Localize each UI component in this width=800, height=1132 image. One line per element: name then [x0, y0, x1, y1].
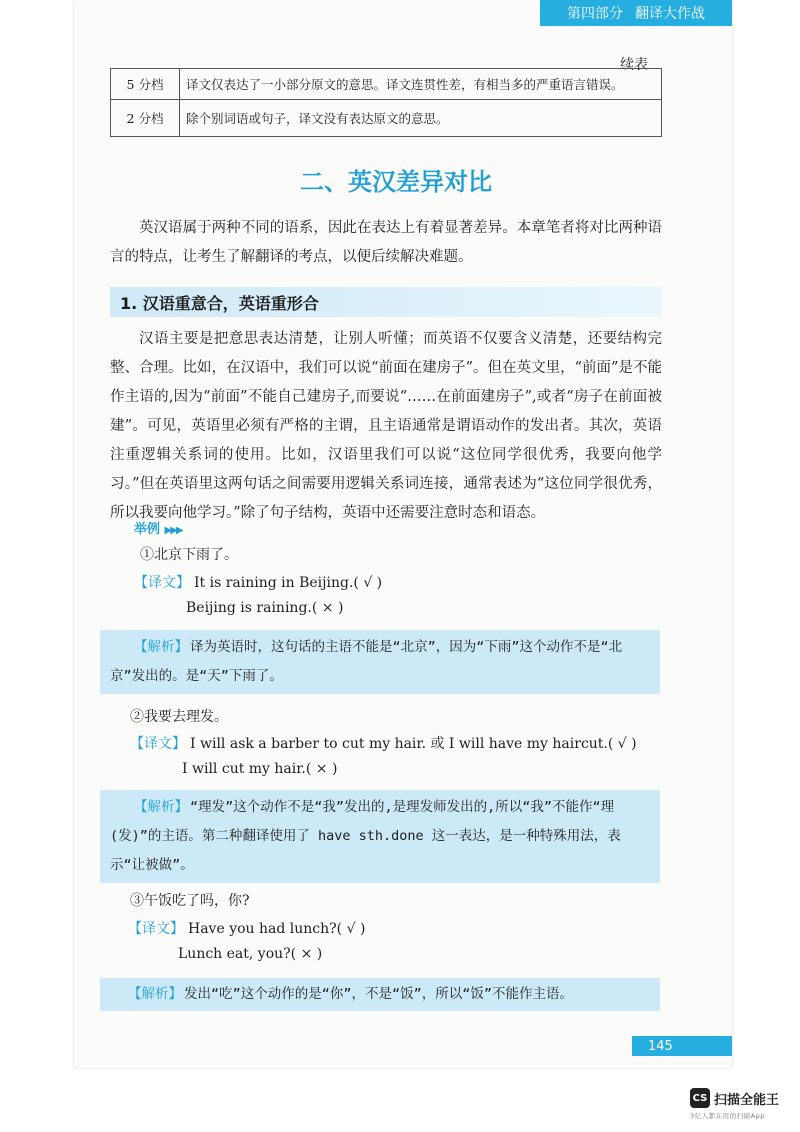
example-1-right	[134, 572, 382, 592]
example-2-source: ②我要去理发。	[130, 709, 228, 725]
examples-label	[134, 518, 182, 537]
translation-label: 【译文】	[134, 575, 190, 591]
example-3-wrong: Lunch eat, you?( × )	[178, 946, 323, 962]
subheading: 1. 汉语重意合，英语重形合	[110, 287, 662, 317]
example-2-analysis	[100, 790, 660, 883]
intro-paragraph: 英汉语属于两种不同的语系，因此在表达上有着显著差异。本章笔者将对比两种语言的特点，让考生了解翻译的考点，以便后续解决难题。	[110, 220, 662, 265]
example-2-wrong: I will cut my hair.( × )	[182, 761, 338, 777]
page-number: 145	[632, 1036, 732, 1056]
continued-label: 续表	[620, 57, 648, 73]
camscanner-logo-icon: CS	[690, 1088, 710, 1108]
chapter-header	[540, 0, 732, 26]
table-row	[111, 69, 662, 100]
example-3-source: ③午饭吃了吗，你?	[130, 893, 250, 909]
analysis-text: 译为英语时，这句话的主语不能是“北京”，因为“下雨”这个动作不是“北京”发出的。是“天”下雨了。	[110, 639, 623, 684]
translation-right: It is raining in Beijing.( √ )	[194, 575, 383, 591]
desc-cell: 译文仅表达了一小部分原文的意思。译文连贯性差，有相当多的严重语言错误。	[180, 69, 662, 100]
translation-label: 【译文】	[130, 736, 186, 752]
rubric-table	[110, 68, 662, 137]
grade-cell: 5 分档	[111, 69, 180, 100]
grade-cell: 2 分档	[111, 100, 180, 137]
scanner-watermark	[690, 1088, 800, 1120]
example-3-analysis	[100, 978, 660, 1011]
table-row	[111, 100, 662, 137]
example-1-wrong: Beijing is raining.( × )	[186, 600, 344, 616]
analysis-text: “理发”这个动作不是“我”发出的,是理发师发出的,所以“我”不能作“理(发)”的主语。第二种翻译使用了 have sth.done 这一表达，是一种特殊用法，表示“让被做”。	[110, 799, 621, 873]
chapter-part: 第四部分	[567, 6, 623, 22]
example-1-analysis	[100, 630, 660, 694]
watermark-subtitle: 3亿人都在用的扫描App	[690, 1112, 765, 1120]
analysis-label: 【解析】	[128, 986, 182, 1002]
example-3-right	[128, 918, 365, 938]
translation-right: Have you had lunch?( √ )	[188, 921, 366, 937]
section-title: 二、英汉差异对比	[300, 168, 492, 196]
example-1-source: ①北京下雨了。	[140, 547, 238, 563]
translation-label: 【译文】	[128, 921, 184, 937]
example-2-right	[130, 733, 637, 753]
translation-right: I will ask a barber to cut my hair. 或 I will have my haircut.( √ )	[190, 736, 637, 752]
analysis-text: 发出“吃”这个动作的是“你”，不是“饭”，所以“饭”不能作主语。	[184, 986, 574, 1002]
analysis-label: 【解析】	[134, 639, 188, 655]
analysis-label: 【解析】	[134, 799, 188, 815]
examples-label-text: 举例	[134, 522, 161, 537]
body-paragraph: 汉语主要是把意思表达清楚，让别人听懂；而英语不仅要含义清楚，还要结构完整、合理。比如，在汉语中，我们可以说“前面在建房子”。但在英文里，“前面”是不能作主语的,因为“前面”不能自己建房子,而要说“……在前面建房子”,或者“房子在前面被建”。可见，英语里必须有严格的主谓，且主语通常是谓语动作的发出者。其次，英语注重逻辑关系词的使用。比如，汉语里我们可以说“这位同学很优秀，我要向他学习。”但在英语里这两句话之间需要用逻辑关系词连接，通常表述为“这位同学很优秀，所以我要向他学习。”除了句子结构，英语中还需要注意时态和语态。	[110, 331, 662, 521]
watermark-name: 扫描全能王	[714, 1092, 780, 1108]
desc-cell: 除个别词语或句子，译文没有表达原文的意思。	[180, 100, 662, 137]
arrows-icon: ▶▶▶	[164, 525, 182, 536]
chapter-title: 翻译大作战	[635, 6, 705, 22]
